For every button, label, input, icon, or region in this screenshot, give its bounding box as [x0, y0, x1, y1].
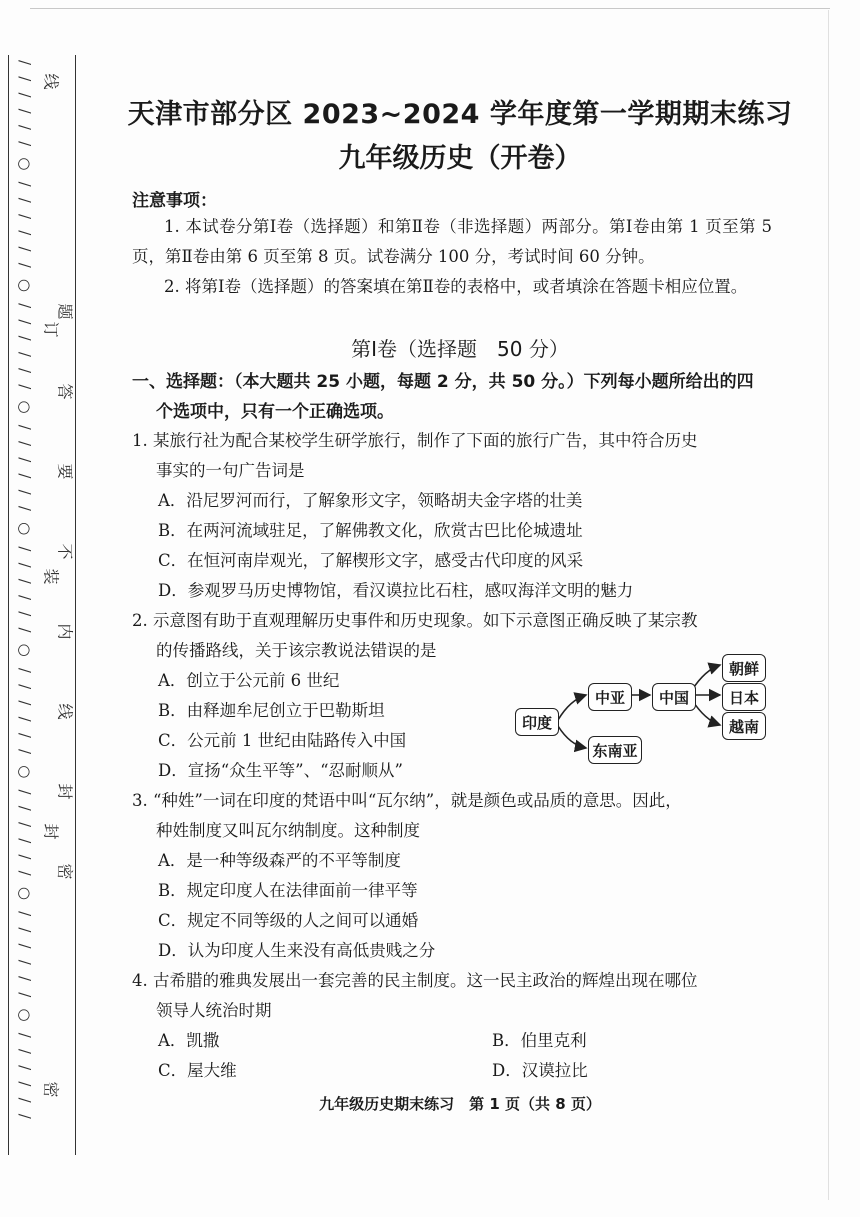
option-d: D．参观罗马历史博物馆，看汉谟拉比石柱，感叹海洋文明的魅力	[158, 581, 634, 600]
binding-word: 封	[41, 823, 61, 840]
binding-word: 线	[55, 703, 75, 720]
option-b: B．由释迦牟尼创立于巴勒斯坦	[158, 701, 385, 720]
binding-word: 不	[55, 543, 75, 560]
arrow-india-central-asia	[558, 695, 586, 720]
option-c: C．公元前 1 世纪由陆路传入中国	[158, 731, 407, 750]
option-d: D．汉谟拉比	[492, 1061, 588, 1080]
binding-word: 密	[55, 863, 75, 880]
node-central-asia: 中亚	[588, 683, 632, 711]
page-footer: 九年级历史期末练习 第 1 页（共 8 页）	[319, 1095, 601, 1113]
option-a: A．沿尼罗河而行，了解象形文字，领略胡夫金字塔的壮美	[158, 491, 583, 510]
option-a: A．是一种等级森严的不平等制度	[158, 851, 401, 870]
arrow-china-korea	[692, 665, 720, 690]
question-stem: 事实的一句广告词是	[156, 461, 305, 480]
option-a: A．凯撒	[158, 1031, 220, 1050]
option-c: C．在恒河南岸观光，了解楔形文字，感受古代印度的风采	[158, 551, 584, 570]
question-4	[132, 966, 782, 1026]
option-b: B．伯里克利	[492, 1031, 587, 1050]
question-stem: 种姓制度又叫瓦尔纳制度。这种制度	[156, 821, 420, 840]
question-stem: 1. 某旅行社为配合某校学生研学旅行，制作了下面的旅行广告，其中符合历史	[132, 431, 698, 450]
option-b: B．规定印度人在法律面前一律平等	[158, 881, 418, 900]
binding-word: 封	[55, 783, 75, 800]
question-stem: 3. “种姓”一词在印度的梵语中叫“瓦尔纳”，就是颜色或品质的意思。因此，	[132, 791, 682, 810]
node-vietnam: 越南	[722, 712, 766, 740]
question-3	[132, 786, 782, 846]
node-korea: 朝鲜	[722, 654, 766, 682]
node-japan: 日本	[722, 683, 766, 711]
question-stem: 的传播路线，关于该宗教说法错误的是	[156, 641, 437, 660]
binding-word: 线	[41, 73, 61, 90]
binding-word: 题	[55, 303, 75, 320]
binding-word: 答	[55, 383, 75, 400]
binding-word: 装	[41, 568, 61, 585]
binding-word: 要	[55, 463, 75, 480]
notice-item-2: 2. 将第Ⅰ卷（选择题）的答案填在第Ⅱ卷的表格中，或者填涂在答题卡相应位置。	[164, 277, 748, 296]
option-c: C．规定不同等级的人之间可以通婚	[158, 911, 419, 930]
section-title: 第Ⅰ卷（选择题 50 分）	[351, 337, 569, 361]
notice-item-1: 1. 本试卷分第Ⅰ卷（选择题）和第Ⅱ卷（非选择题）两部分。第Ⅰ卷由第 1 页至第 5 页，第Ⅱ卷由第 6 页至第 8 页。试卷满分 100 分，考试时间 60 分钟。	[132, 217, 772, 266]
node-southeast-asia: 东南亚	[588, 736, 642, 764]
exam-subtitle: 九年级历史（开卷）	[338, 143, 582, 174]
option-c: C．屋大维	[158, 1061, 237, 1080]
binding-word: 内	[55, 623, 75, 640]
question-stem: 领导人统治时期	[156, 1001, 272, 1020]
binding-word: 订	[41, 321, 61, 338]
question-stem: 4. 古希腊的雅典发展出一套完善的民主制度。这一民主政治的辉煌出现在哪位	[132, 971, 698, 990]
option-d: D．宣扬“众生平等”、“忍耐顺从”	[158, 761, 403, 780]
option-d: D．认为印度人生来没有高低贵贱之分	[158, 941, 436, 960]
arrow-china-vietnam	[692, 700, 720, 725]
option-b: B．在两河流域驻足，了解佛教文化，欣赏古巴比伦城遗址	[158, 521, 583, 540]
question-stem: 2. 示意图有助于直观理解历史事件和历史现象。如下示意图正确反映了某宗教	[132, 611, 698, 630]
exam-title: 天津市部分区 2023~2024 学年度第一学期期末练习	[127, 99, 793, 130]
node-china: 中国	[652, 683, 696, 711]
binding-word: 密	[41, 1081, 61, 1098]
arrow-india-southeast-asia	[558, 726, 586, 748]
binding-marks-text: / / / / / / ○ / / / / / / ○ / / / / / / ○ / / / / / / ○ / / / / / / ○ / / / / / / ○ / / / / / / ○ / / / / / / ○ / / / / / /	[16, 60, 34, 1123]
notice-heading: 注意事项：	[132, 191, 217, 211]
node-india: 印度	[515, 708, 559, 736]
part-heading-line-2: 个选项中，只有一个正确选项。	[156, 402, 394, 422]
part-heading-line-1: 一、选择题：（本大题共 25 小题，每题 2 分，共 50 分。）下列每小题所给出的四	[132, 372, 754, 392]
option-a: A．创立于公元前 6 世纪	[158, 671, 340, 690]
